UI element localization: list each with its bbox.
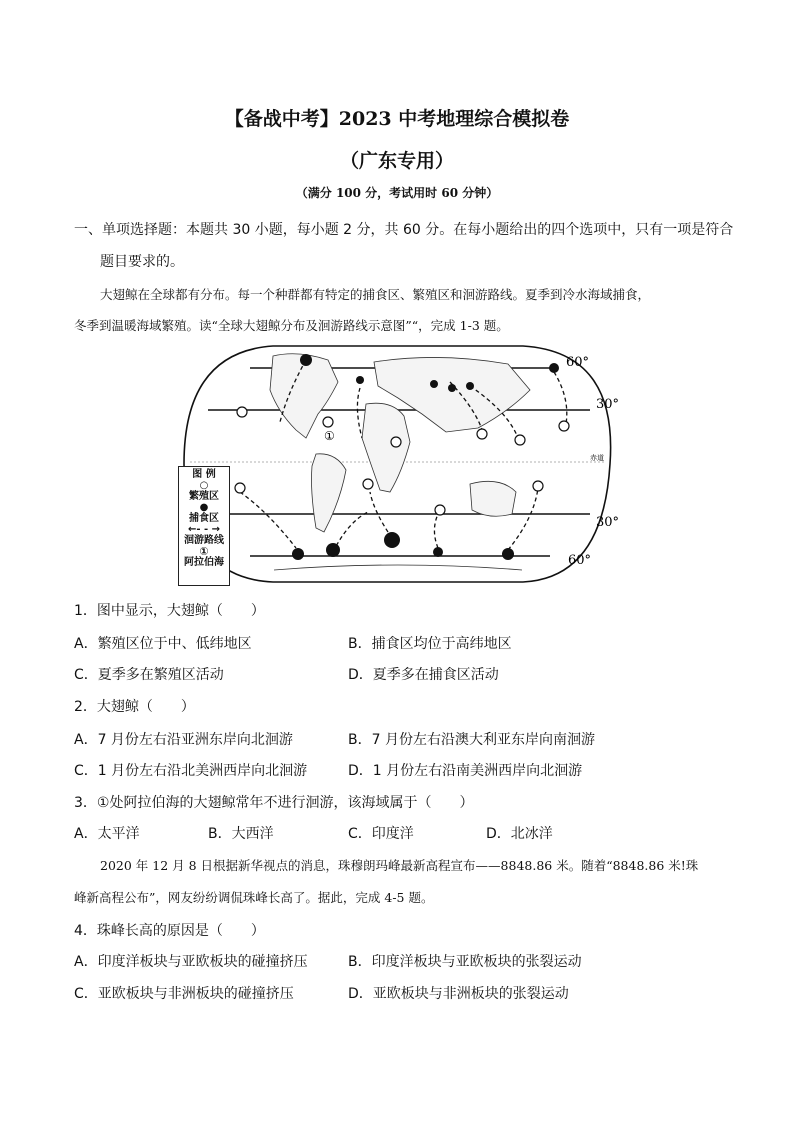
lat-label-30n: 30°: [596, 397, 618, 412]
q4-option-b[interactable]: B．印度洋板块与亚欧板块的张裂运动: [348, 954, 582, 970]
map-legend: [178, 466, 230, 586]
feeding-area: [502, 548, 514, 560]
q3-option-d[interactable]: D．北冰洋: [486, 826, 553, 842]
exam-note: （满分 100 分，考试用时 60 分钟）: [295, 186, 499, 200]
q3-option-c[interactable]: C．印度洋: [348, 826, 414, 842]
equator-label: 赤道: [590, 454, 604, 462]
australia-shape: [470, 481, 516, 516]
question-4-stem: 4．珠峰长高的原因是（ ）: [74, 923, 265, 939]
feeding-area: [466, 382, 474, 390]
breeding-area: [323, 417, 333, 427]
breeding-area: [235, 483, 245, 493]
legend-route-icon: ←- - →: [187, 524, 221, 535]
exam-subtitle: （广东专用）: [339, 150, 454, 172]
breeding-area: [559, 421, 569, 431]
legend-arabian-label: 阿拉伯海: [184, 557, 224, 568]
q1-option-a[interactable]: A．繁殖区位于中、低纬地区: [74, 636, 252, 652]
passage1-line1: 大翅鲸在全球都有分布。每一个种群都有特定的捕食区、繁殖区和洄游路线。夏季到冷水海域捕食，: [100, 287, 651, 302]
legend-marker-icon: ①: [199, 545, 209, 558]
passage2-line2: 峰新高程公布”，网友纷纷调侃珠峰长高了。据此，完成 4-5 题。: [74, 890, 434, 905]
q1-option-d[interactable]: D．夏季多在捕食区活动: [348, 667, 499, 683]
lat-label-60s: 60°: [568, 553, 592, 568]
breeding-area: [533, 481, 543, 491]
whale-migration-map: [178, 342, 618, 586]
feeding-area: [300, 354, 312, 366]
q4-option-c[interactable]: C．亚欧板块与非洲板块的碰撞挤压: [74, 986, 294, 1002]
question-3-stem: 3．①处阿拉伯海的大翅鲸常年不进行洄游，该海域属于（ ）: [74, 795, 474, 811]
legend-feeding-label: 捕食区: [189, 513, 219, 524]
lat-label-60n: 60°: [566, 355, 590, 370]
breeding-area: [363, 479, 373, 489]
q2-option-c[interactable]: C．1 月份左右沿北美洲西岸向北洄游: [74, 763, 308, 779]
legend-breeding-label: 繁殖区: [189, 491, 219, 502]
breeding-area: [391, 437, 401, 447]
question-1-stem: 1．图中显示，大翅鲸（ ）: [74, 603, 265, 619]
lat-label-30s: 30°: [596, 515, 618, 530]
feeding-area: [430, 380, 438, 388]
passage1-line2: 冬季到温暖海域繁殖。读“全球大翅鲸分布及洄游路线示意图”“，完成 1-3 题。: [74, 318, 509, 333]
feeding-area: [433, 547, 443, 557]
legend-breeding-icon: ○: [199, 480, 209, 491]
feeding-area: [292, 548, 304, 560]
q1-option-c[interactable]: C．夏季多在繁殖区活动: [74, 667, 224, 683]
arabian-sea-marker: ①: [324, 429, 335, 443]
passage2-line1: 2020 年 12 月 8 日根据新华视点的消息，珠穆朗玛峰最新高程宣布——8848.86 米。随着“8848.86 米!珠: [100, 858, 699, 873]
legend-feeding-icon: ●: [199, 502, 209, 513]
legend-title: 图 例: [192, 469, 216, 480]
feeding-area: [384, 532, 400, 548]
q4-option-d[interactable]: D．亚欧板块与非洲板块的张裂运动: [348, 986, 569, 1002]
breeding-area: [435, 505, 445, 515]
feeding-area: [448, 384, 456, 392]
section-instruction-line1: 一、单项选择题：本题共 30 小题，每小题 2 分，共 60 分。在每小题给出的四个选项中，只有一项是符合: [74, 222, 734, 238]
feeding-area: [326, 543, 340, 557]
q4-option-a[interactable]: A．印度洋板块与亚欧板块的碰撞挤压: [74, 954, 308, 970]
breeding-area: [515, 435, 525, 445]
question-2-stem: 2．大翅鲸（ ）: [74, 699, 195, 715]
q3-option-a[interactable]: A．太平洋: [74, 826, 140, 842]
world-map-svg: [178, 342, 618, 586]
exam-title: 【备战中考】2023 中考地理综合模拟卷: [224, 108, 570, 130]
legend-route-label: 洄游路线: [184, 535, 224, 546]
q2-option-d[interactable]: D．1 月份左右沿南美洲西岸向北洄游: [348, 763, 583, 779]
feeding-area: [356, 376, 364, 384]
q2-option-a[interactable]: A．7 月份左右沿亚洲东岸向北洄游: [74, 732, 293, 748]
breeding-area: [477, 429, 487, 439]
breeding-area: [237, 407, 247, 417]
section-instruction-line2: 题目要求的。: [100, 254, 184, 270]
feeding-area: [549, 363, 559, 373]
q2-option-b[interactable]: B．7 月份左右沿澳大利亚东岸向南洄游: [348, 732, 595, 748]
q1-option-b[interactable]: B．捕食区均位于高纬地区: [348, 636, 512, 652]
q3-option-b[interactable]: B．大西洋: [208, 826, 274, 842]
